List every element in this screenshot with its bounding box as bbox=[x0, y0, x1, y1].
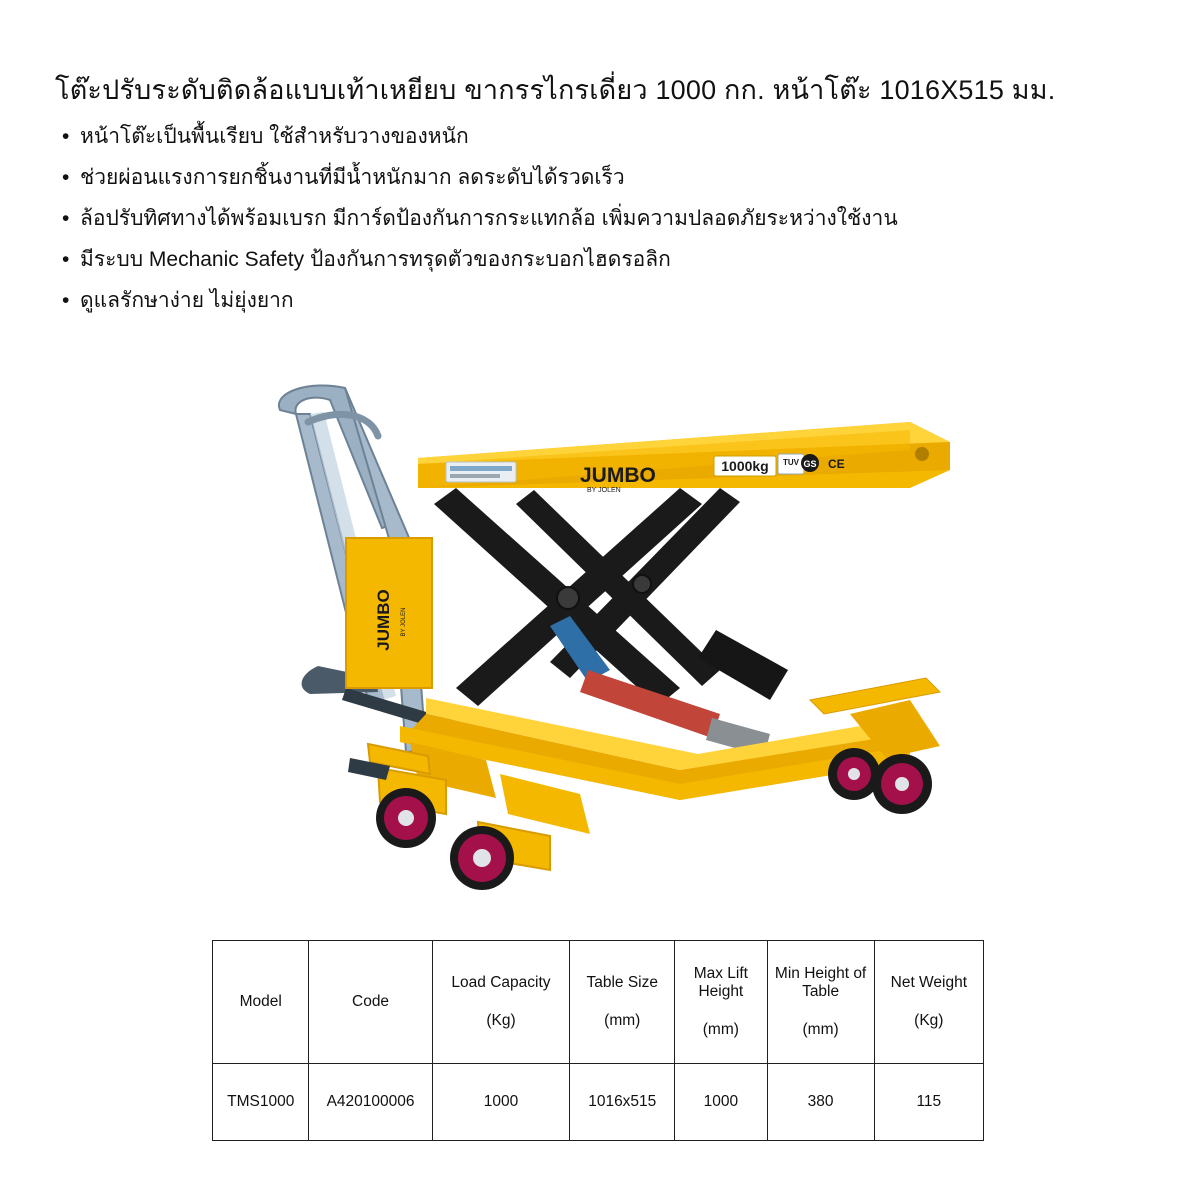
cell-code: A420100006 bbox=[309, 1064, 432, 1141]
spec-table bbox=[212, 940, 984, 1141]
caster-wheel-front-left bbox=[376, 768, 446, 848]
column-header-net-weight bbox=[874, 941, 983, 1064]
list-item bbox=[62, 198, 1142, 239]
table-header-row bbox=[213, 941, 984, 1064]
feature-text: ดูแลรักษาง่าย ไม่ยุ่งยาก bbox=[80, 289, 294, 312]
svg-text:GS: GS bbox=[803, 459, 817, 469]
header-line2: (Kg) bbox=[486, 1012, 516, 1029]
header-line1: Max Lift Height bbox=[693, 965, 748, 1000]
column-header-model bbox=[213, 941, 309, 1064]
handle-brand-plate bbox=[346, 538, 432, 688]
column-header-code bbox=[309, 941, 432, 1064]
list-item bbox=[62, 116, 1142, 157]
cell-load-capacity: 1000 bbox=[432, 1064, 570, 1141]
column-header-table-size bbox=[570, 941, 675, 1064]
cell-max-lift-height: 1000 bbox=[675, 1064, 767, 1141]
column-header-max-lift-height bbox=[675, 941, 767, 1064]
bullet-icon: • bbox=[62, 207, 70, 230]
feature-text: มีระบบ Mechanic Safety ป้องกันการทรุดตัวของกระบอกไฮดรอลิก bbox=[80, 248, 671, 271]
scissor-mechanism bbox=[434, 488, 788, 706]
header-line2: (mm) bbox=[802, 1021, 839, 1038]
header-line1: Code bbox=[352, 993, 390, 1010]
header-line1: Load Capacity bbox=[451, 974, 551, 991]
bullet-icon: • bbox=[62, 289, 70, 312]
pivot-bolt-icon bbox=[633, 575, 651, 593]
brand-sub: BY JOLEN bbox=[587, 487, 621, 494]
page-title: โต๊ะปรับระดับติดล้อแบบเท้าเหยียบ ขากรรไกรเดี่ยว 1000 กก. หน้าโต๊ะ 1016X515 มม. bbox=[55, 75, 1056, 105]
cell-net-weight: 115 bbox=[874, 1064, 983, 1141]
bullet-icon: • bbox=[62, 125, 70, 148]
feature-text: ช่วยผ่อนแรงการยกชิ้นงานที่มีน้ำหนักมาก ลดระดับได้รวดเร็ว bbox=[80, 166, 625, 189]
header-line1: Net Weight bbox=[890, 974, 968, 991]
header-line2: (mm) bbox=[702, 1021, 739, 1038]
product-image bbox=[250, 370, 970, 910]
caster-wheel-front-right bbox=[450, 822, 550, 890]
list-item bbox=[62, 239, 1142, 280]
bullet-icon: • bbox=[62, 166, 70, 189]
feature-text: หน้าโต๊ะเป็นพื้นเรียบ ใช้สำหรับวางของหนัก bbox=[80, 125, 469, 148]
table-row bbox=[213, 1064, 984, 1141]
header-line1: Min Height of Table bbox=[774, 965, 867, 1000]
header-line2: (mm) bbox=[604, 1012, 641, 1029]
cell-table-size: 1016x515 bbox=[570, 1064, 675, 1141]
wheel-rear-left bbox=[828, 748, 880, 800]
cell-model: TMS1000 bbox=[213, 1064, 309, 1141]
cell-min-height: 380 bbox=[767, 1064, 874, 1141]
list-item bbox=[62, 157, 1142, 198]
ce-badge: CE bbox=[828, 457, 845, 471]
handle-brand-sub: BY JOLEN bbox=[401, 607, 407, 637]
tuv-badge: TUV bbox=[783, 458, 799, 467]
bullet-icon: • bbox=[62, 248, 70, 271]
header-line1: Model bbox=[239, 993, 282, 1010]
header-line2: (Kg) bbox=[914, 1012, 944, 1029]
header-line1: Table Size bbox=[586, 974, 658, 991]
handle-brand-label: JUMBO bbox=[374, 589, 393, 651]
capacity-badge: 1000kg bbox=[721, 458, 769, 474]
pivot-bolt-icon bbox=[557, 587, 579, 609]
list-item bbox=[62, 280, 1142, 321]
column-header-min-height bbox=[767, 941, 874, 1064]
column-header-load-capacity bbox=[432, 941, 570, 1064]
brand-label: JUMBO bbox=[580, 464, 656, 487]
table-bolt-icon bbox=[915, 447, 929, 461]
feature-list bbox=[62, 116, 1142, 321]
feature-text: ล้อปรับทิศทางได้พร้อมเบรก มีการ์ดป้องกันการกระแทกล้อ เพิ่มความปลอดภัยระหว่างใช้งาน bbox=[80, 207, 898, 230]
wheel-rear-right bbox=[872, 754, 932, 814]
